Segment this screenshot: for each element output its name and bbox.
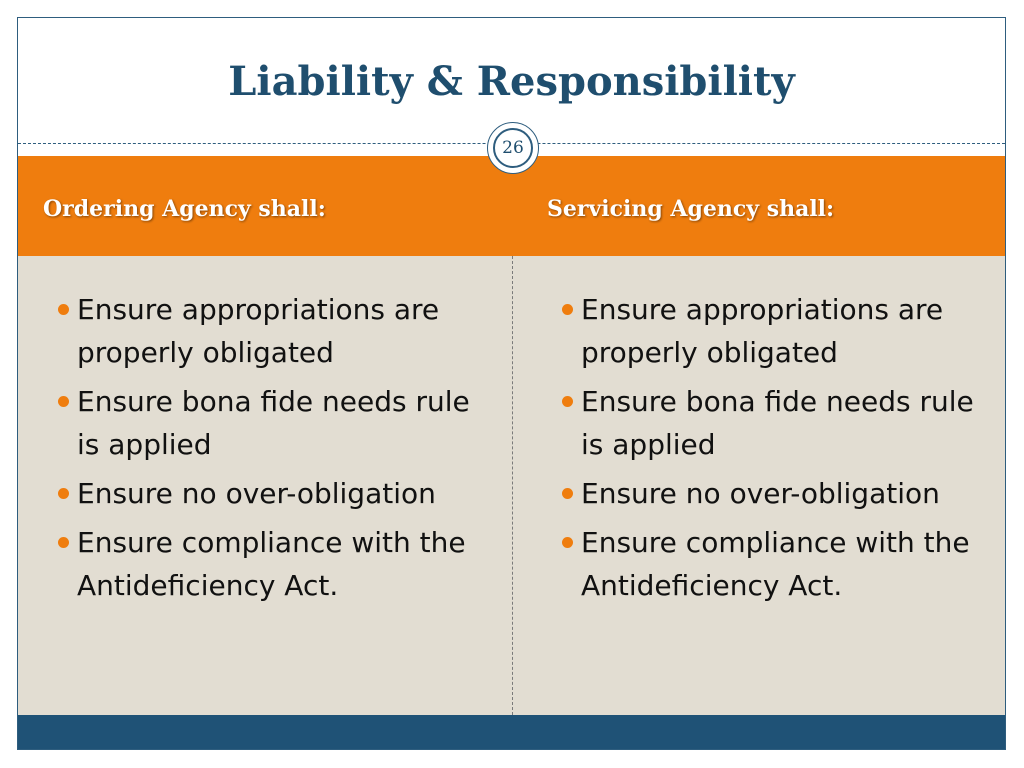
bullet-text: Ensure bona fide needs rule is applied <box>77 385 470 461</box>
bullet-text: Ensure no over-obligation <box>77 477 436 510</box>
list-item <box>561 380 991 466</box>
list-item <box>561 288 991 374</box>
ordering-agency-header: Ordering Agency shall: <box>43 196 326 222</box>
bullet-text: Ensure appropriations are properly obligated <box>77 293 440 369</box>
bullet-text: Ensure no over-obligation <box>581 477 940 510</box>
bullet-icon <box>58 304 69 315</box>
servicing-agency-list <box>561 288 991 613</box>
bullet-text: Ensure compliance with the Antideficiency Act. <box>77 526 466 602</box>
bullet-icon <box>562 537 573 548</box>
list-item <box>57 380 487 466</box>
list-item <box>57 521 487 607</box>
list-item <box>561 521 991 607</box>
bullet-icon <box>58 396 69 407</box>
bullet-icon <box>562 488 573 499</box>
bullet-icon <box>58 488 69 499</box>
ordering-agency-list <box>57 288 487 613</box>
column-divider <box>512 256 513 715</box>
bullet-icon <box>58 537 69 548</box>
servicing-agency-header: Servicing Agency shall: <box>547 196 835 222</box>
bullet-text: Ensure appropriations are properly obligated <box>581 293 944 369</box>
page-number: 26 <box>493 128 533 168</box>
bullet-text: Ensure compliance with the Antideficiency Act. <box>581 526 970 602</box>
bullet-icon <box>562 396 573 407</box>
bullet-icon <box>562 304 573 315</box>
bullet-text: Ensure bona fide needs rule is applied <box>581 385 974 461</box>
list-item <box>561 472 991 515</box>
list-item <box>57 288 487 374</box>
footer-band <box>18 715 1005 749</box>
slide <box>17 17 1006 750</box>
slide-title: Liability & Responsibility <box>228 58 795 105</box>
page-number-badge <box>487 122 539 174</box>
list-item <box>57 472 487 515</box>
